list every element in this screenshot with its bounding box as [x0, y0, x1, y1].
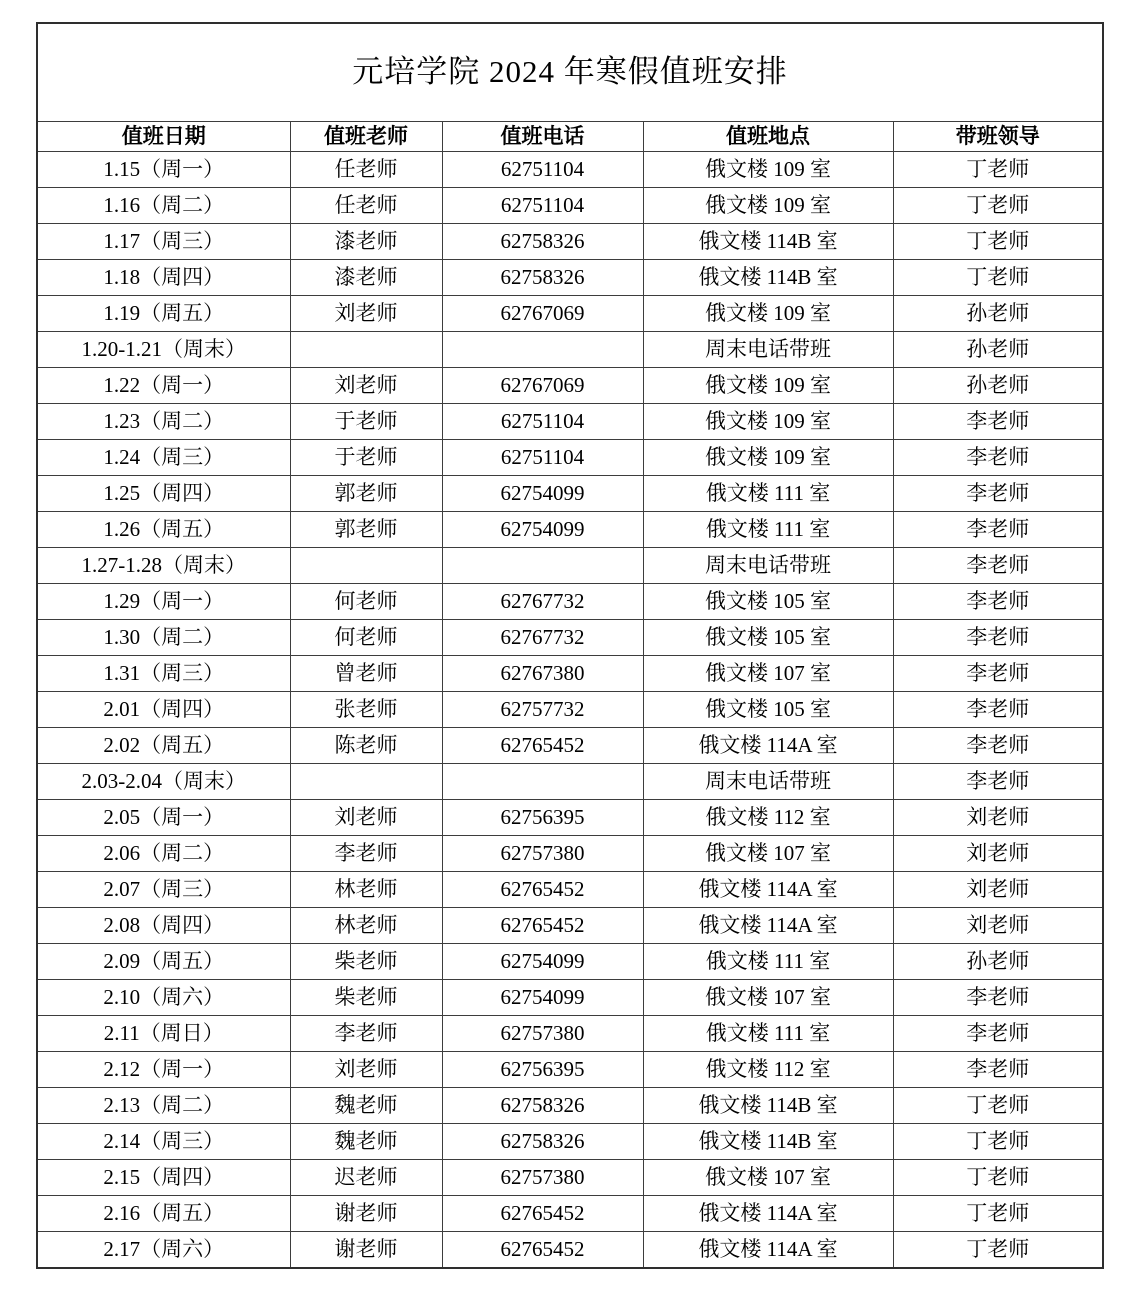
table-cell: 62765452	[442, 908, 643, 944]
table-cell: 俄文楼 112 室	[643, 1052, 893, 1088]
header-row	[37, 122, 1103, 152]
table-cell: 丁老师	[893, 1196, 1103, 1232]
table-cell	[290, 332, 442, 368]
table-cell: 刘老师	[893, 800, 1103, 836]
table-cell: 62767732	[442, 620, 643, 656]
table-cell: 何老师	[290, 584, 442, 620]
table-cell: 俄文楼 109 室	[643, 296, 893, 332]
table-cell: 俄文楼 114A 室	[643, 872, 893, 908]
table-row	[37, 908, 1103, 944]
table-cell: 刘老师	[290, 368, 442, 404]
table-cell: 俄文楼 107 室	[643, 980, 893, 1016]
table-cell: 62765452	[442, 872, 643, 908]
page-title: 元培学院 2024 年寒假值班安排	[37, 23, 1103, 122]
table-cell: 62757732	[442, 692, 643, 728]
table-row	[37, 656, 1103, 692]
table-cell: 俄文楼 109 室	[643, 188, 893, 224]
table-cell: 俄文楼 111 室	[643, 1016, 893, 1052]
table-cell: 62754099	[442, 476, 643, 512]
table-cell: 62756395	[442, 1052, 643, 1088]
table-cell: 1.20-1.21（周末）	[37, 332, 290, 368]
column-header-duty-location: 值班地点	[643, 122, 893, 152]
table-cell: 李老师	[893, 1016, 1103, 1052]
table-row	[37, 440, 1103, 476]
table-row	[37, 980, 1103, 1016]
table-row	[37, 800, 1103, 836]
table-cell: 丁老师	[893, 1232, 1103, 1269]
table-cell: 2.05（周一）	[37, 800, 290, 836]
table-cell: 林老师	[290, 908, 442, 944]
table-cell: 刘老师	[290, 800, 442, 836]
table-cell: 2.11（周日）	[37, 1016, 290, 1052]
table-cell: 1.16（周二）	[37, 188, 290, 224]
table-cell: 62754099	[442, 980, 643, 1016]
table-cell: 刘老师	[893, 872, 1103, 908]
table-cell: 2.09（周五）	[37, 944, 290, 980]
table-cell: 2.08（周四）	[37, 908, 290, 944]
table-cell: 2.13（周二）	[37, 1088, 290, 1124]
table-cell: 1.18（周四）	[37, 260, 290, 296]
table-cell: 俄文楼 109 室	[643, 440, 893, 476]
table-row	[37, 620, 1103, 656]
table-cell: 2.15（周四）	[37, 1160, 290, 1196]
table-row	[37, 476, 1103, 512]
table-cell: 柴老师	[290, 944, 442, 980]
table-row	[37, 1196, 1103, 1232]
table-cell: 62757380	[442, 1160, 643, 1196]
table-row	[37, 1232, 1103, 1269]
table-cell: 陈老师	[290, 728, 442, 764]
table-cell: 俄文楼 107 室	[643, 1160, 893, 1196]
table-row	[37, 1016, 1103, 1052]
table-cell: 2.02（周五）	[37, 728, 290, 764]
table-cell: 2.12（周一）	[37, 1052, 290, 1088]
table-cell: 俄文楼 114B 室	[643, 224, 893, 260]
table-cell: 俄文楼 114A 室	[643, 908, 893, 944]
table-cell: 李老师	[893, 980, 1103, 1016]
table-cell: 于老师	[290, 440, 442, 476]
table-cell: 1.26（周五）	[37, 512, 290, 548]
table-cell: 2.01（周四）	[37, 692, 290, 728]
table-cell: 魏老师	[290, 1124, 442, 1160]
table-cell: 62751104	[442, 188, 643, 224]
table-cell: 任老师	[290, 188, 442, 224]
table-cell: 62751104	[442, 440, 643, 476]
table-cell: 62765452	[442, 728, 643, 764]
table-row	[37, 368, 1103, 404]
table-cell	[290, 764, 442, 800]
column-header-duty-leader: 带班领导	[893, 122, 1103, 152]
duty-schedule-table	[36, 22, 1104, 1269]
table-cell: 62751104	[442, 152, 643, 188]
table-cell: 丁老师	[893, 1124, 1103, 1160]
table-cell: 俄文楼 107 室	[643, 836, 893, 872]
table-row	[37, 1088, 1103, 1124]
table-cell: 魏老师	[290, 1088, 442, 1124]
table-cell: 李老师	[893, 404, 1103, 440]
table-cell: 俄文楼 105 室	[643, 692, 893, 728]
table-cell: 1.24（周三）	[37, 440, 290, 476]
table-cell: 2.17（周六）	[37, 1232, 290, 1269]
table-cell: 俄文楼 109 室	[643, 152, 893, 188]
table-cell: 2.16（周五）	[37, 1196, 290, 1232]
table-row	[37, 944, 1103, 980]
table-cell: 62758326	[442, 1124, 643, 1160]
table-cell	[442, 764, 643, 800]
table-cell: 1.22（周一）	[37, 368, 290, 404]
table-cell: 任老师	[290, 152, 442, 188]
table-cell: 62751104	[442, 404, 643, 440]
table-row	[37, 764, 1103, 800]
table-row	[37, 548, 1103, 584]
table-cell: 丁老师	[893, 1088, 1103, 1124]
table-cell: 2.06（周二）	[37, 836, 290, 872]
table-cell: 李老师	[893, 548, 1103, 584]
table-cell: 62765452	[442, 1196, 643, 1232]
table-head	[37, 23, 1103, 152]
table-cell: 李老师	[893, 728, 1103, 764]
table-cell: 李老师	[893, 656, 1103, 692]
table-cell: 2.03-2.04（周末）	[37, 764, 290, 800]
table-cell: 1.23（周二）	[37, 404, 290, 440]
table-cell: 孙老师	[893, 944, 1103, 980]
table-cell: 刘老师	[893, 836, 1103, 872]
table-cell: 62754099	[442, 944, 643, 980]
table-cell: 俄文楼 109 室	[643, 368, 893, 404]
column-header-duty-teacher: 值班老师	[290, 122, 442, 152]
table-cell: 1.29（周一）	[37, 584, 290, 620]
table-row	[37, 1052, 1103, 1088]
table-cell: 张老师	[290, 692, 442, 728]
table-cell: 谢老师	[290, 1196, 442, 1232]
table-cell: 刘老师	[290, 296, 442, 332]
table-row	[37, 1160, 1103, 1196]
table-cell: 谢老师	[290, 1232, 442, 1269]
table-cell: 李老师	[893, 440, 1103, 476]
table-cell: 孙老师	[893, 296, 1103, 332]
table-cell: 2.14（周三）	[37, 1124, 290, 1160]
table-cell: 何老师	[290, 620, 442, 656]
table-cell: 刘老师	[893, 908, 1103, 944]
table-cell: 迟老师	[290, 1160, 442, 1196]
table-row	[37, 188, 1103, 224]
table-cell: 1.17（周三）	[37, 224, 290, 260]
table-cell: 1.15（周一）	[37, 152, 290, 188]
table-cell: 俄文楼 105 室	[643, 620, 893, 656]
table-cell: 俄文楼 109 室	[643, 404, 893, 440]
table-cell: 俄文楼 111 室	[643, 512, 893, 548]
table-row	[37, 692, 1103, 728]
table-cell: 2.07（周三）	[37, 872, 290, 908]
table-cell: 曾老师	[290, 656, 442, 692]
table-cell: 郭老师	[290, 476, 442, 512]
table-row	[37, 296, 1103, 332]
table-row	[37, 872, 1103, 908]
table-cell: 周末电话带班	[643, 548, 893, 584]
table-row	[37, 728, 1103, 764]
table-cell: 俄文楼 114A 室	[643, 728, 893, 764]
table-cell: 丁老师	[893, 260, 1103, 296]
table-cell: 俄文楼 111 室	[643, 476, 893, 512]
table-cell: 漆老师	[290, 224, 442, 260]
table-cell: 俄文楼 111 室	[643, 944, 893, 980]
table-cell: 李老师	[290, 836, 442, 872]
table-cell: 2.10（周六）	[37, 980, 290, 1016]
table-cell: 62756395	[442, 800, 643, 836]
table-cell: 李老师	[893, 512, 1103, 548]
table-row	[37, 1124, 1103, 1160]
table-cell: 俄文楼 112 室	[643, 800, 893, 836]
table-cell: 李老师	[893, 476, 1103, 512]
column-header-duty-phone: 值班电话	[442, 122, 643, 152]
table-row	[37, 224, 1103, 260]
table-cell: 62767069	[442, 296, 643, 332]
table-cell: 李老师	[893, 584, 1103, 620]
table-cell: 62757380	[442, 1016, 643, 1052]
table-cell: 俄文楼 114B 室	[643, 1088, 893, 1124]
table-cell: 62758326	[442, 260, 643, 296]
table-cell: 俄文楼 114A 室	[643, 1232, 893, 1269]
table-cell: 孙老师	[893, 368, 1103, 404]
table-cell: 62767069	[442, 368, 643, 404]
table-cell: 李老师	[893, 764, 1103, 800]
column-header-duty-date: 值班日期	[37, 122, 290, 152]
table-cell: 俄文楼 105 室	[643, 584, 893, 620]
table-cell: 1.30（周二）	[37, 620, 290, 656]
table-cell: 1.19（周五）	[37, 296, 290, 332]
table-cell: 周末电话带班	[643, 764, 893, 800]
table-row	[37, 152, 1103, 188]
table-cell: 李老师	[893, 1052, 1103, 1088]
table-row	[37, 512, 1103, 548]
table-row	[37, 260, 1103, 296]
table-cell: 俄文楼 114B 室	[643, 260, 893, 296]
table-cell: 刘老师	[290, 1052, 442, 1088]
table-cell: 62767380	[442, 656, 643, 692]
table-cell: 李老师	[893, 620, 1103, 656]
table-cell: 孙老师	[893, 332, 1103, 368]
table-cell: 柴老师	[290, 980, 442, 1016]
table-cell: 62765452	[442, 1232, 643, 1269]
table-cell: 62757380	[442, 836, 643, 872]
table-cell: 62758326	[442, 224, 643, 260]
table-cell: 俄文楼 107 室	[643, 656, 893, 692]
table-cell: 郭老师	[290, 512, 442, 548]
table-cell: 1.27-1.28（周末）	[37, 548, 290, 584]
table-cell: 林老师	[290, 872, 442, 908]
table-cell: 周末电话带班	[643, 332, 893, 368]
table-row	[37, 584, 1103, 620]
title-row	[37, 23, 1103, 122]
table-cell: 丁老师	[893, 188, 1103, 224]
table-cell: 1.31（周三）	[37, 656, 290, 692]
table-cell: 漆老师	[290, 260, 442, 296]
table-cell	[290, 548, 442, 584]
table-cell	[442, 548, 643, 584]
table-cell: 李老师	[893, 692, 1103, 728]
table-cell: 于老师	[290, 404, 442, 440]
table-cell: 1.25（周四）	[37, 476, 290, 512]
table-cell: 李老师	[290, 1016, 442, 1052]
table-cell	[442, 332, 643, 368]
table-cell: 丁老师	[893, 224, 1103, 260]
table-cell: 62758326	[442, 1088, 643, 1124]
table-row	[37, 404, 1103, 440]
table-cell: 俄文楼 114B 室	[643, 1124, 893, 1160]
table-row	[37, 332, 1103, 368]
document-page	[36, 22, 1102, 1269]
table-cell: 62754099	[442, 512, 643, 548]
table-cell: 丁老师	[893, 1160, 1103, 1196]
table-row	[37, 836, 1103, 872]
table-cell: 62767732	[442, 584, 643, 620]
table-cell: 俄文楼 114A 室	[643, 1196, 893, 1232]
table-cell: 丁老师	[893, 152, 1103, 188]
table-body	[37, 152, 1103, 1269]
